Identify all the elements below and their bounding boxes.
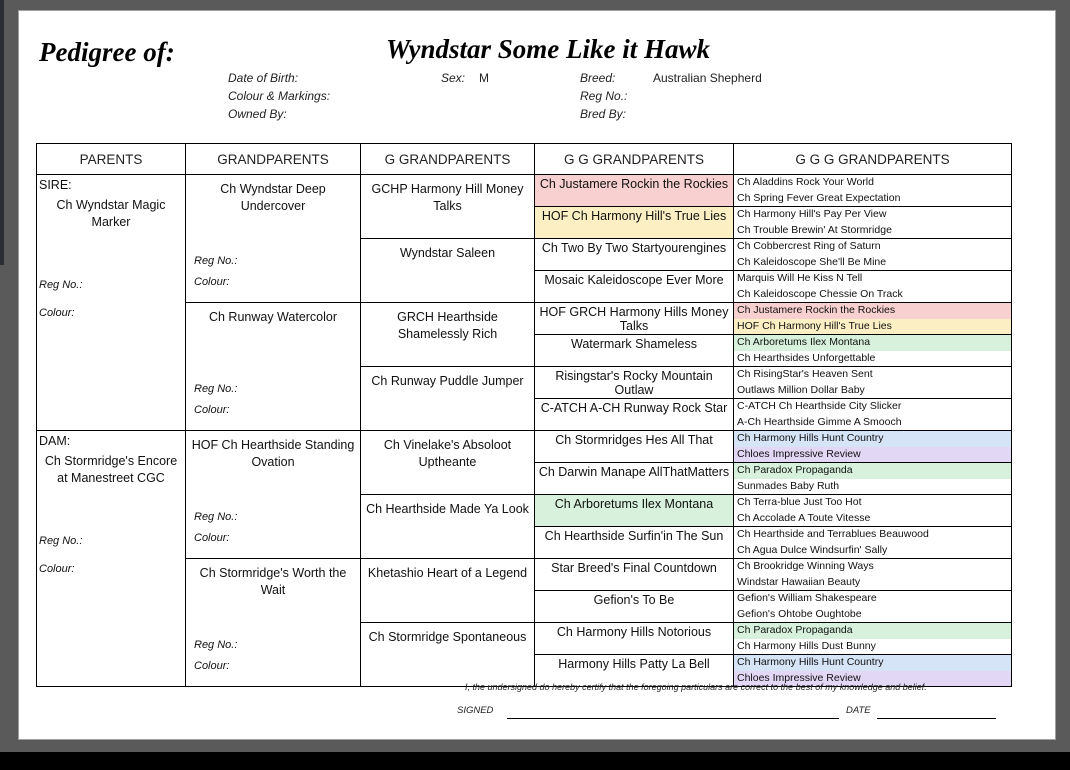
dam-colour-label: Colour: — [39, 563, 75, 575]
reg-no-label: Reg No.: — [580, 89, 628, 103]
ggg-grandparent-cell — [734, 559, 1012, 591]
g-grandparent-name: Wyndstar Saleen — [399, 246, 496, 260]
gg-grandparent-name: Risingstar's Rocky Mountain Outlaw — [555, 369, 713, 397]
ggg-grandparent-cell — [734, 591, 1012, 623]
gg-grandparent-cell — [535, 303, 734, 335]
gg-grandparent-cell — [535, 495, 734, 527]
g-grandparent-cell — [361, 495, 535, 559]
g-grandparent-cell — [361, 623, 535, 687]
gg-grandparent-name: Ch Darwin Manape AllThatMatters — [538, 465, 730, 479]
gg-grandparent-name: Ch Two By Two Startyourengines — [541, 241, 727, 255]
column-header: G G G GRANDPARENTS — [734, 144, 1012, 175]
certification-statement: I, the undersigned do hereby certify that the foregoing particulars are correct to the best of my knowledge and belief. — [465, 682, 927, 692]
ggg-grandparent-name: Chloes Impressive Review — [734, 671, 1011, 687]
date-of-birth-label: Date of Birth: — [228, 71, 299, 85]
signature-line[interactable] — [507, 718, 839, 719]
gg-grandparent-cell — [535, 591, 734, 623]
sire-reg-label: Reg No.: — [39, 279, 83, 291]
ggg-grandparent-cell — [734, 207, 1012, 239]
sire-name: Ch Wyndstar Magic Marker — [56, 198, 166, 229]
gg-grandparent-cell — [535, 239, 734, 271]
ggg-grandparent-cell — [734, 271, 1012, 303]
gg-grandparent-cell — [535, 335, 734, 367]
ggg-grandparent-name: Ch Arboretums Ilex Montana — [734, 335, 1011, 351]
ggg-grandparent-name: Ch Hearthside and Terrablues Beauwood — [737, 528, 929, 540]
gg-grandparent-cell — [535, 463, 734, 495]
ggg-grandparent-cell — [734, 527, 1012, 559]
gg-grandparent-name: Ch Hearthside Surfin'in The Sun — [544, 529, 724, 543]
ggg-grandparent-name: Ch Brookridge Winning Ways — [737, 560, 874, 572]
g-grandparent-name: Ch Vinelake's Absoloot Uptheante — [383, 438, 512, 469]
ggg-grandparent-name: Ch RisingStar's Heaven Sent — [737, 368, 873, 380]
gg-grandparent-cell — [535, 207, 734, 239]
ggg-grandparent-cell — [734, 335, 1012, 367]
grandparent-name: Ch Stormridge's Worth the Wait — [199, 566, 347, 597]
grandparent-colour-label: Colour: — [194, 660, 230, 672]
ggg-grandparent-cell — [734, 399, 1012, 431]
table-row — [37, 175, 1012, 207]
g-grandparent-name: Ch Runway Puddle Jumper — [371, 374, 524, 388]
viewer-side-panel-edge — [0, 0, 4, 265]
pedigree-document — [18, 10, 1056, 740]
ggg-grandparent-name: Ch Harmony Hills Dust Bunny — [737, 639, 876, 652]
ggg-grandparent-name: HOF Ch Harmony Hill's True Lies — [734, 319, 1011, 335]
gg-grandparent-cell — [535, 399, 734, 431]
gg-grandparent-cell — [535, 559, 734, 591]
ggg-grandparent-name: Ch Kaleidoscope She'll Be Mine — [737, 255, 887, 268]
gg-grandparent-name: Gefion's To Be — [593, 593, 675, 607]
grandparent-colour-label: Colour: — [194, 276, 230, 288]
owned-by-label: Owned By: — [228, 107, 287, 121]
cell-box — [186, 175, 360, 301]
grandparent-colour-label: Colour: — [194, 532, 230, 544]
grandparent-cell — [186, 175, 361, 303]
ggg-grandparent-name: Gefion's William Shakespeare — [737, 592, 877, 604]
ggg-grandparent-name: C-ATCH Ch Hearthside City Slicker — [737, 400, 902, 412]
gg-grandparent-cell — [535, 431, 734, 463]
grandparent-name: Ch Wyndstar Deep Undercover — [220, 182, 326, 213]
g-grandparent-name: Ch Stormridge Spontaneous — [368, 630, 527, 644]
g-grandparent-cell — [361, 367, 535, 431]
gg-grandparent-name: Watermark Shameless — [571, 337, 697, 351]
ggg-grandparent-name: Ch Cobbercrest Ring of Saturn — [737, 240, 881, 252]
breed-value: Australian Shepherd — [653, 71, 762, 85]
sex-label: Sex: — [441, 71, 466, 85]
grandparent-reg-label: Reg No.: — [194, 383, 238, 395]
grandparent-colour-label: Colour: — [194, 404, 230, 416]
bred-by-label: Bred By: — [580, 107, 627, 121]
gg-grandparent-name: Ch Harmony Hills Notorious — [556, 625, 712, 639]
date-label: DATE — [846, 705, 871, 716]
g-grandparent-cell — [361, 175, 535, 239]
sire-label: SIRE: — [39, 178, 72, 192]
gg-grandparent-name: HOF GRCH Harmony Hills Money Talks — [539, 305, 729, 333]
ggg-grandparent-name: Gefion's Ohtobe Oughtobe — [737, 607, 862, 620]
pedigree-label: Pedigree of: — [39, 37, 175, 67]
cell-box — [186, 431, 360, 557]
grandparent-reg-label: Reg No.: — [194, 255, 238, 267]
ggg-grandparent-name: Ch Agua Dulce Windsurfin' Sally — [737, 543, 888, 556]
column-header: PARENTS — [37, 144, 186, 175]
grandparent-cell — [186, 559, 361, 687]
ggg-grandparent-name: Ch Paradox Propaganda — [734, 623, 1011, 639]
ggg-grandparent-name: Ch Justamere Rockin the Rockies — [734, 303, 1011, 319]
gg-grandparent-name: Ch Arboretums Ilex Montana — [554, 497, 714, 511]
dam-reg-label: Reg No.: — [39, 535, 83, 547]
g-grandparent-cell — [361, 303, 535, 367]
ggg-grandparent-name: A-Ch Hearthside Gimme A Smooch — [737, 415, 902, 428]
grandparent-cell — [186, 431, 361, 559]
ggg-grandparent-name: Ch Accolade A Toute Vitesse — [737, 511, 871, 524]
g-grandparent-cell — [361, 559, 535, 623]
g-grandparent-cell — [361, 239, 535, 303]
gg-grandparent-cell — [535, 367, 734, 399]
gg-grandparent-name: Harmony Hills Patty La Bell — [558, 657, 710, 671]
ggg-grandparent-name: Ch Harmony Hills Hunt Country — [734, 655, 1011, 671]
ggg-grandparent-name: Ch Spring Fever Great Expectation — [737, 191, 901, 204]
ggg-grandparent-cell — [734, 303, 1012, 335]
gg-grandparent-cell — [535, 175, 734, 207]
ggg-grandparent-cell — [734, 463, 1012, 495]
grandparent-reg-label: Reg No.: — [194, 639, 238, 651]
grandparent-name: HOF Ch Hearthside Standing Ovation — [191, 438, 355, 469]
date-line[interactable] — [877, 718, 996, 719]
signed-label: SIGNED — [457, 705, 494, 716]
ggg-grandparent-name: Ch Harmony Hills Hunt Country — [734, 431, 1011, 447]
gg-grandparent-name: C-ATCH A-CH Runway Rock Star — [540, 401, 728, 415]
ggg-grandparent-name: Outlaws Million Dollar Baby — [737, 383, 865, 396]
sex-value: M — [479, 71, 489, 85]
ggg-grandparent-cell — [734, 367, 1012, 399]
table-row — [37, 431, 1012, 463]
g-grandparent-name: GCHP Harmony Hill Money Talks — [371, 182, 524, 213]
column-header: GRANDPARENTS — [186, 144, 361, 175]
cell-box — [37, 431, 185, 683]
gg-grandparent-name: Star Breed's Final Countdown — [551, 561, 717, 575]
column-header: G GRANDPARENTS — [361, 144, 535, 175]
cell-box — [186, 559, 360, 685]
ggg-grandparent-cell — [734, 239, 1012, 271]
ggg-grandparent-cell — [734, 175, 1012, 207]
ggg-grandparent-name: Ch Aladdins Rock Your World — [737, 176, 874, 188]
viewer-bottom-bar — [0, 752, 1070, 770]
gg-grandparent-cell — [535, 623, 734, 655]
gg-grandparent-name: Ch Stormridges Hes All That — [555, 433, 713, 447]
cell-box — [186, 303, 360, 429]
g-grandparent-name: Ch Hearthside Made Ya Look — [366, 502, 529, 516]
ggg-grandparent-name: Ch Terra-blue Just Too Hot — [737, 496, 862, 508]
ggg-grandparent-cell — [734, 431, 1012, 463]
table-header-row — [37, 144, 1012, 175]
gg-grandparent-cell — [535, 271, 734, 303]
gg-grandparent-cell — [535, 527, 734, 559]
pedigree-table — [36, 143, 1012, 687]
g-grandparent-cell — [361, 431, 535, 495]
sire-cell — [37, 175, 186, 431]
grandparent-name: Ch Runway Watercolor — [208, 310, 338, 324]
ggg-grandparent-name: Marquis Will He Kiss N Tell — [737, 272, 863, 284]
ggg-grandparent-name: Ch Kaleidoscope Chessie On Track — [737, 287, 903, 300]
grandparent-reg-label: Reg No.: — [194, 511, 238, 523]
gg-grandparent-name: Ch Justamere Rockin the Rockies — [539, 177, 729, 191]
dam-name: Ch Stormridge's Encore at Manestreet CGC — [44, 454, 178, 485]
ggg-grandparent-name: Ch Harmony Hill's Pay Per View — [737, 208, 887, 220]
ggg-grandparent-name: Sunmades Baby Ruth — [737, 479, 840, 492]
g-grandparent-name: GRCH Hearthside Shamelessly Rich — [397, 310, 498, 341]
ggg-grandparent-name: Chloes Impressive Review — [734, 447, 1011, 463]
dam-label: DAM: — [39, 434, 71, 448]
dam-cell — [37, 431, 186, 687]
g-grandparent-name: Khetashio Heart of a Legend — [367, 566, 528, 580]
gg-grandparent-name: HOF Ch Harmony Hill's True Lies — [541, 209, 727, 223]
sire-colour-label: Colour: — [39, 307, 75, 319]
ggg-grandparent-name: Windstar Hawaiian Beauty — [737, 575, 861, 588]
dog-name-title: Wyndstar Some Like it Hawk — [386, 34, 711, 64]
column-header: G G GRANDPARENTS — [535, 144, 734, 175]
ggg-grandparent-cell — [734, 623, 1012, 655]
cell-box — [37, 175, 185, 427]
ggg-grandparent-cell — [734, 495, 1012, 527]
ggg-grandparent-name: Ch Hearthsides Unforgettable — [737, 351, 876, 364]
breed-label: Breed: — [580, 71, 616, 85]
gg-grandparent-name: Mosaic Kaleidoscope Ever More — [544, 273, 724, 287]
ggg-grandparent-name: Ch Paradox Propaganda — [734, 463, 1011, 479]
colour-markings-label: Colour & Markings: — [228, 89, 331, 103]
ggg-grandparent-name: Ch Trouble Brewin' At Stormridge — [737, 223, 892, 236]
grandparent-cell — [186, 303, 361, 431]
